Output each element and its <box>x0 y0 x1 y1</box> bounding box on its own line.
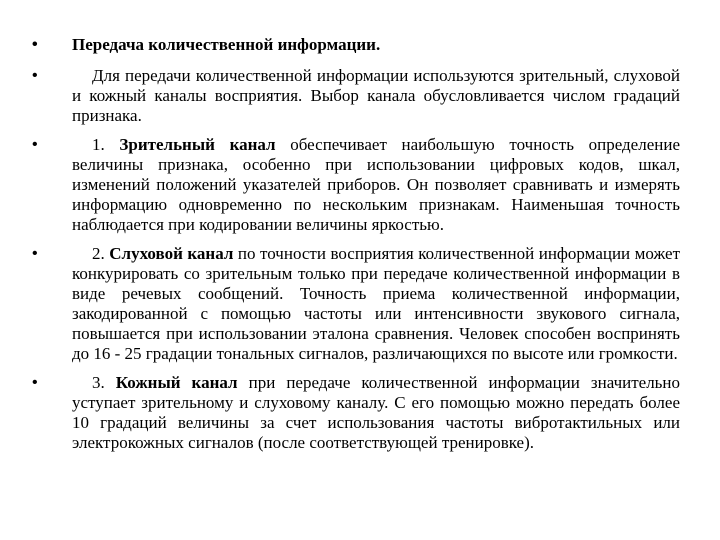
channel-text: по точности восприятия количественной информации может конкурировать со зрительным только при передаче количественной информации в виде речевых сообщений. Точность приема количественной информации, закодированной с помощью частоты или интенсивности звукового сигнала, повышается при использовании эталона сравнения. Человек способен воспринять до 16 - 25 градации тональных сигналов, различающихся по высоте или громкости. <box>72 244 681 363</box>
channel-text: при передаче количественной информации значительно уступает зрительному и слуховому каналу. С его помощью можно передать более 10 градаций величины за счет использования частоты вибротактильных или электрокожных сигналов (после соответствующей тренировке). <box>72 373 681 452</box>
channel-number: 3. <box>92 373 105 392</box>
heading-item <box>32 35 680 55</box>
channel-item-skin <box>32 373 680 453</box>
channel-name: Кожный канал <box>115 373 238 392</box>
channel-number: 1. <box>92 135 105 154</box>
intro-item <box>32 66 680 126</box>
channel-text: обеспечивает наибольшую точность определение величины признака, особенно при использовании цифровых кодов, шкал, изменений положений указателей приборов. Он позволяет сравнивать и измерять информацию одновременно по нескольким признакам. Наименьшая точность наблюдается при кодировании величины яркостью. <box>72 135 680 234</box>
intro-text: Для передачи количественной информации используются зрительный, слуховой и кожный каналы восприятия. Выбор канала обусловливается числом градаций признака. <box>72 66 680 125</box>
slide-heading: Передача количественной информации. <box>72 35 381 54</box>
bullet-list <box>32 35 680 462</box>
channel-item-auditory <box>32 244 680 364</box>
channel-item-visual <box>32 135 680 235</box>
channel-number: 2. <box>92 244 105 263</box>
channel-name: Зрительный канал <box>119 135 276 154</box>
channel-name: Слуховой канал <box>109 244 234 263</box>
